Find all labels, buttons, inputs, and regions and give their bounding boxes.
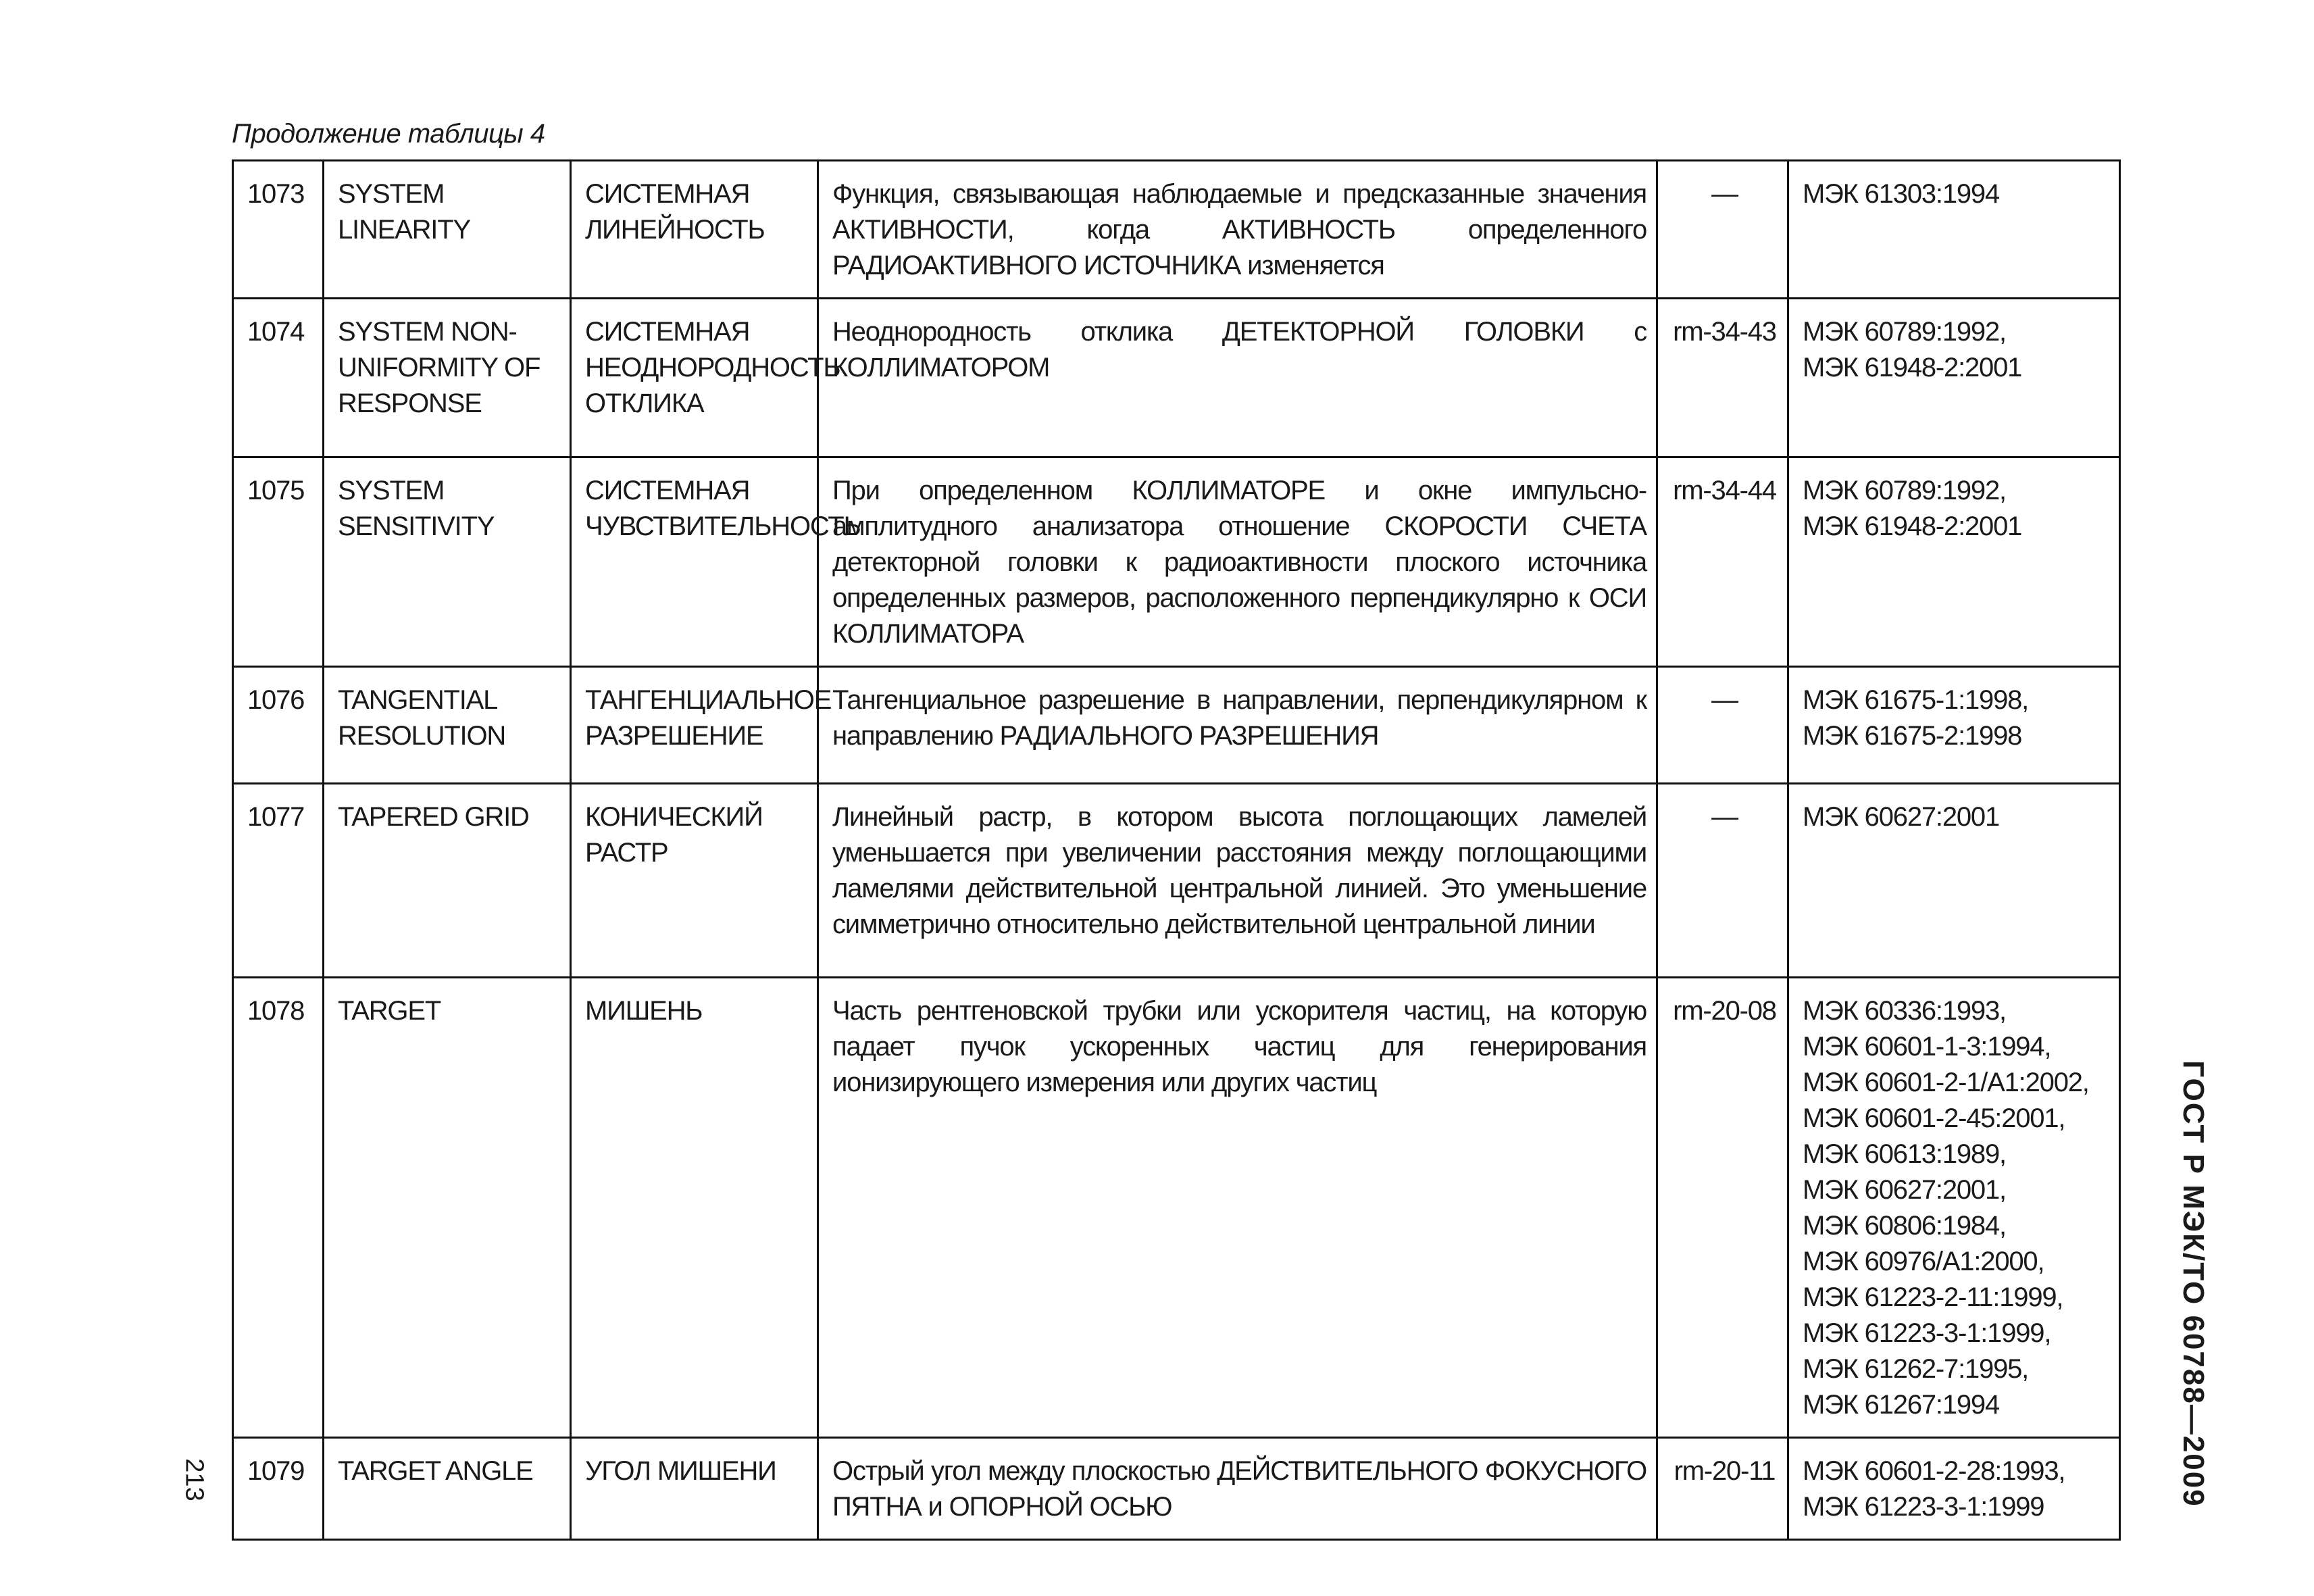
term-code: — xyxy=(1657,784,1788,978)
term-english: TARGET xyxy=(324,978,571,1438)
term-references: МЭК 60627:2001 xyxy=(1788,784,2120,978)
term-code: rm-20-08 xyxy=(1657,978,1788,1438)
terms-table xyxy=(232,159,2121,1541)
term-number: 1074 xyxy=(233,299,324,457)
term-code: — xyxy=(1657,667,1788,784)
page-number: 213 xyxy=(180,1458,209,1501)
term-number: 1078 xyxy=(233,978,324,1438)
term-definition: Часть рентгеновской трубки или ускорителя частиц, на которую падает пучок ускоренных частиц для генерирования ионизирующего измерения или других частиц xyxy=(818,978,1657,1438)
table-row xyxy=(233,457,2120,667)
term-russian: СИСТЕМНАЯ НЕОДНОРОДНОСТЬ ОТКЛИКА xyxy=(571,299,818,457)
term-code: rm-34-44 xyxy=(1657,457,1788,667)
term-definition: Тангенциальное разрешение в направлении, перпендикулярном к направлению РАДИАЛЬНОГО РАЗРЕШЕНИЯ xyxy=(818,667,1657,784)
term-russian: ТАНГЕНЦИАЛЬНОЕ РАЗРЕШЕНИЕ xyxy=(571,667,818,784)
term-references: МЭК 61303:1994 xyxy=(1788,161,2120,299)
term-english: TAPERED GRID xyxy=(324,784,571,978)
term-references: МЭК 61675-1:1998, МЭК 61675-2:1998 xyxy=(1788,667,2120,784)
term-code: — xyxy=(1657,161,1788,299)
term-english: SYSTEM NON-UNIFORMITY OF RESPONSE xyxy=(324,299,571,457)
term-code: rm-20-11 xyxy=(1657,1438,1788,1540)
table-row xyxy=(233,161,2120,299)
term-russian: КОНИЧЕСКИЙ РАСТР xyxy=(571,784,818,978)
term-number: 1073 xyxy=(233,161,324,299)
term-number: 1079 xyxy=(233,1438,324,1540)
page-number-box xyxy=(177,1453,211,1507)
term-references: МЭК 60336:1993, МЭК 60601-1-3:1994, МЭК 60601-2-1/А1:2002, МЭК 60601-2-45:2001, МЭК 60613:1989, МЭК 60627:2001, МЭК 60806:1984, МЭК 60976/А1:2000, МЭК 61223-2-11:1999, МЭК 61223-3-1:1999, МЭК 61262-7:1995, МЭК 61267:1994 xyxy=(1788,978,2120,1438)
term-number: 1076 xyxy=(233,667,324,784)
term-definition: Острый угол между плоскостью ДЕЙСТВИТЕЛЬНОГО ФОКУСНОГО ПЯТНА и ОПОРНОЙ ОСЬЮ xyxy=(818,1438,1657,1540)
term-definition: Функция, связывающая наблюдаемые и предсказанные значения АКТИВНОСТИ, когда АКТИВНОСТЬ определенного РАДИОАКТИВНОГО ИСТОЧНИКА изменяется xyxy=(818,161,1657,299)
table-row xyxy=(233,299,2120,457)
term-references: МЭК 60601-2-28:1993, МЭК 61223-3-1:1999 xyxy=(1788,1438,2120,1540)
running-header xyxy=(2173,1060,2213,1507)
term-references: МЭК 60789:1992, МЭК 61948-2:2001 xyxy=(1788,299,2120,457)
term-definition: Неоднородность отклика ДЕТЕКТОРНОЙ ГОЛОВКИ с КОЛЛИМАТОРОМ xyxy=(818,299,1657,457)
term-english: SYSTEM SENSITIVITY xyxy=(324,457,571,667)
term-russian: СИСТЕМНАЯ ЧУВСТВИТЕЛЬНОСТЬ xyxy=(571,457,818,667)
term-english: TARGET ANGLE xyxy=(324,1438,571,1540)
term-definition: При определенном КОЛЛИМАТОРЕ и окне импульсно-амплитудного анализатора отношение СКОРОСТИ СЧЕТА детекторной головки к радиоактивности плоского источника определенных размеров, расположенного перпендикулярно к ОСИ КОЛЛИМАТОРА xyxy=(818,457,1657,667)
table-row xyxy=(233,1438,2120,1540)
term-number: 1077 xyxy=(233,784,324,978)
term-english: SYSTEM LINEARITY xyxy=(324,161,571,299)
standard-designation: ГОСТ Р МЭК/ТО 60788—2009 xyxy=(2177,1060,2210,1507)
term-russian: МИШЕНЬ xyxy=(571,978,818,1438)
term-russian: УГОЛ МИШЕНИ xyxy=(571,1438,818,1540)
table-caption: Продолжение таблицы 4 xyxy=(232,119,545,149)
table-row xyxy=(233,784,2120,978)
term-number: 1075 xyxy=(233,457,324,667)
term-russian: СИСТЕМНАЯ ЛИНЕЙНОСТЬ xyxy=(571,161,818,299)
term-references: МЭК 60789:1992, МЭК 61948-2:2001 xyxy=(1788,457,2120,667)
terms-table-body xyxy=(233,161,2120,1540)
table-row xyxy=(233,667,2120,784)
term-english: TANGENTIAL RESOLUTION xyxy=(324,667,571,784)
term-definition: Линейный растр, в котором высота поглощающих ламелей уменьшается при увеличении расстояния между поглощающими ламелями действительной центральной линией. Это уменьшение симметрично относительно действительной центральной линии xyxy=(818,784,1657,978)
term-code: rm-34-43 xyxy=(1657,299,1788,457)
table-row xyxy=(233,978,2120,1438)
